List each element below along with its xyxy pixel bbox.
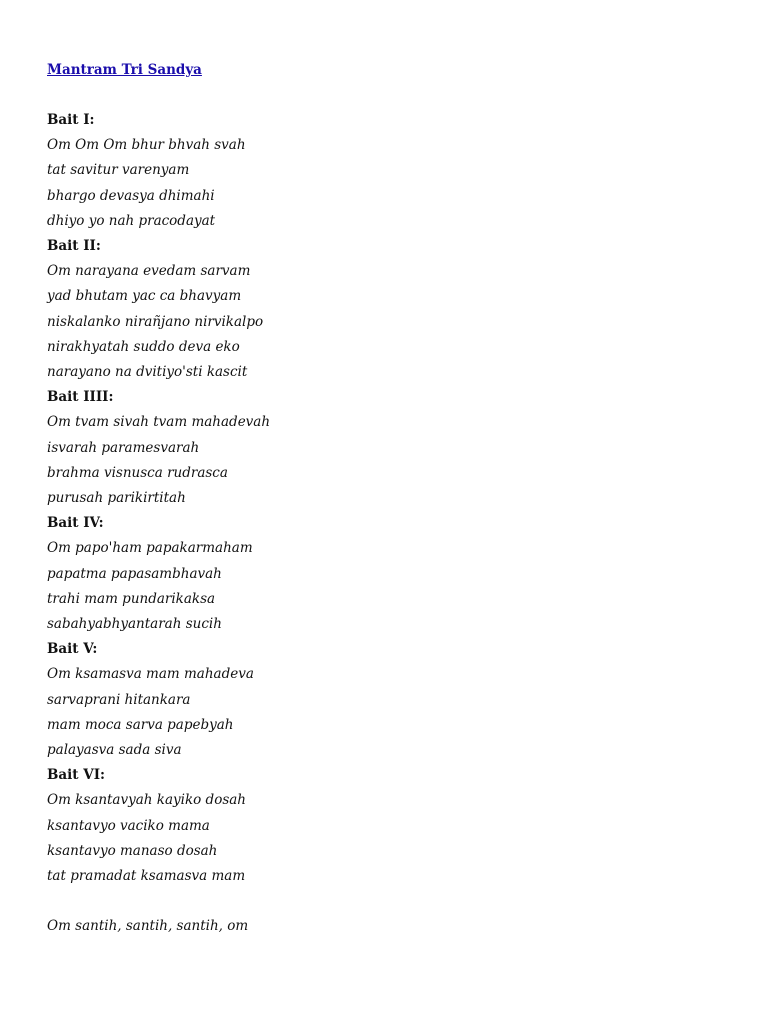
verse-line: palayasva sada siva (47, 742, 182, 759)
spacer (47, 889, 727, 914)
verse-line: Om Om Om bhur bhvah svah (47, 137, 246, 154)
section-bait-6 (47, 763, 727, 889)
verse-line: Om tvam sivah tvam mahadevah (47, 414, 271, 431)
verse-line: nirakhyatah suddo deva eko (47, 338, 240, 355)
verse-line: Om ksantavyah kayiko dosah (47, 792, 246, 809)
verse-line: tat pramadat ksamasva mam (47, 868, 246, 885)
verse-line: Om papo'ham papakarmaham (47, 540, 253, 557)
verse-line: purusah parikirtitah (47, 490, 186, 507)
section-bait-5 (47, 637, 727, 763)
verse-line: mam moca sarva papebyah (47, 716, 234, 733)
section-bait-4 (47, 511, 727, 637)
verse-line: ksantavyo vaciko mama (47, 817, 210, 834)
verse-line: isvarah paramesvarah (47, 439, 200, 456)
verse-line: ksantavyo manaso dosah (47, 842, 218, 859)
verse-line: brahma visnusca rudrasca (47, 464, 228, 481)
section-heading: Bait V: (47, 641, 98, 658)
verse-line: sabahyabhyantarah sucih (47, 616, 222, 633)
closing-line: Om santih, santih, santih, om (47, 918, 249, 935)
verse-line: Om ksamasva mam mahadeva (47, 666, 254, 683)
document-page (47, 58, 727, 940)
section-bait-2 (47, 234, 727, 385)
verse-line: sarvaprani hitankara (47, 691, 191, 708)
verse-line: bhargo devasya dhimahi (47, 187, 215, 204)
verse-line: yad bhutam yac ca bhavyam (47, 288, 242, 305)
section-heading: Bait I: (47, 112, 95, 128)
section-heading: Bait VI: (47, 767, 105, 784)
verse-line: tat savitur varenyam (47, 162, 190, 179)
document-title-link[interactable]: Mantram Tri Sandya (47, 62, 202, 78)
verse-line: trahi mam pundarikaksa (47, 590, 216, 607)
verse-line: Om narayana evedam sarvam (47, 263, 251, 280)
verse-line: niskalanko nirañjano nirvikalpo (47, 313, 264, 330)
verse-line: narayano na dvitiyo'sti kascit (47, 364, 248, 381)
section-bait-3 (47, 385, 727, 511)
verse-line: papatma papasambhavah (47, 565, 222, 582)
section-bait-1 (47, 108, 727, 234)
spacer (47, 83, 727, 108)
section-heading: Bait II: (47, 238, 101, 255)
section-heading: Bait IV: (47, 515, 104, 532)
section-heading: Bait IIII: (47, 389, 114, 406)
verse-line: dhiyo yo nah pracodayat (47, 212, 216, 229)
